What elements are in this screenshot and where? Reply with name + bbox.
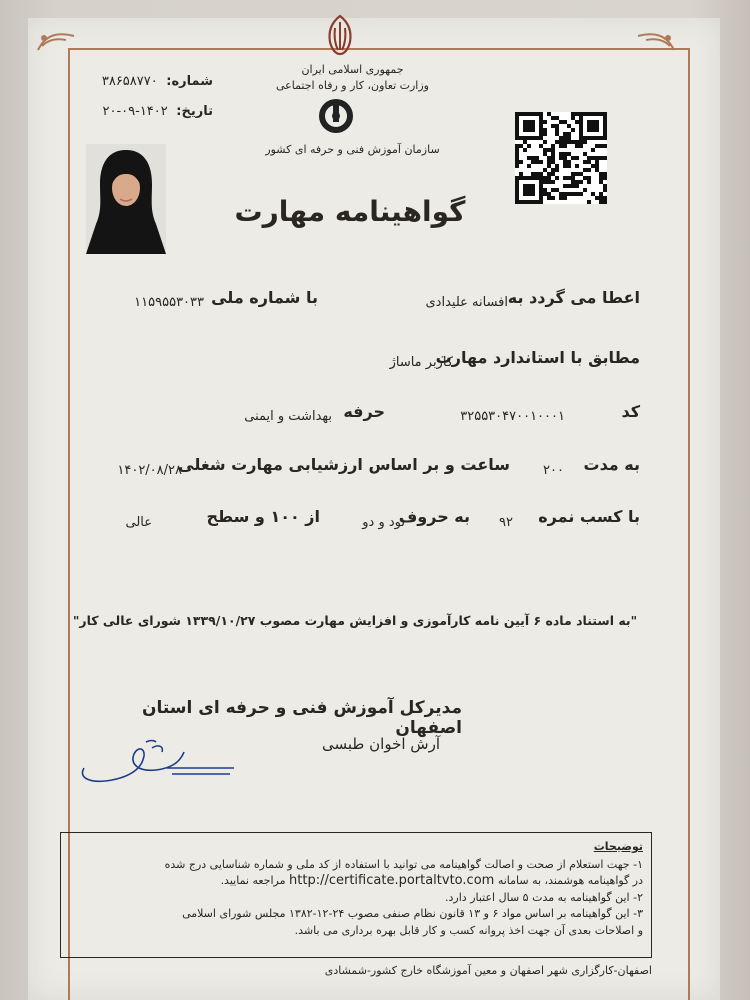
level-label: از ۱۰۰ و سطح xyxy=(206,507,320,526)
evaluation-date: ۱۴۰۲/۰۸/۲۸ xyxy=(117,463,182,478)
level-value: عالی xyxy=(125,515,152,530)
corner-ornament-icon xyxy=(636,30,676,52)
number-label: شماره: xyxy=(166,74,213,89)
ministry-name: وزارت تعاون، کار و رفاه اجتماعی xyxy=(275,79,429,92)
profession-value: بهداشت و ایمنی xyxy=(244,409,332,424)
profession-label: حرفه xyxy=(343,402,385,421)
holder-photo xyxy=(86,144,166,254)
duration-hours: ۲۰۰ xyxy=(543,463,564,478)
national-id-value: ۱۱۵۹۵۵۳۰۳۳ xyxy=(134,295,204,310)
awarded-label: اعطا می گردد به xyxy=(507,288,640,307)
date-label: تاریخ: xyxy=(176,104,213,119)
standard-value: کاربر ماساژ xyxy=(389,355,453,370)
duration-text: ساعت و بر اساس ارزشیابی مهارت شغلی xyxy=(178,455,510,474)
certificate-number xyxy=(102,74,213,89)
date-value: ۱۴۰۲-۰۹-۲۰ xyxy=(102,104,168,119)
note-line xyxy=(69,873,643,890)
code-label: کد xyxy=(621,402,640,421)
certificate-url-link[interactable]: http://certificate.portaltvto.com xyxy=(289,873,495,888)
score-label: با کسب نمره xyxy=(538,507,640,526)
organization-name: سازمان آموزش فنی و حرفه ای کشور xyxy=(265,143,440,156)
number-value: ۳۸۶۵۸۷۷۰ xyxy=(101,74,158,89)
note-text: در گواهینامه هوشمند، به سامانه xyxy=(497,874,643,887)
government-header xyxy=(250,62,455,94)
letters-label: به حروف xyxy=(398,507,470,526)
code-value: ۳۲۵۵۳۰۴۷۰۰۱۰۰۰۱ xyxy=(460,409,565,424)
certificate-title: گواهینامه مهارت xyxy=(234,195,466,228)
footer-issuer: اصفهان-کارگزاری شهر اصفهان و معین آموزشگاه خارج کشور-شمشادی xyxy=(324,964,652,977)
qr-code xyxy=(515,112,607,204)
standard-label: مطابق با استاندارد مهارت xyxy=(435,348,640,367)
director-title: مدیرکل آموزش فنی و حرفه ای استان اصفهان xyxy=(141,698,462,738)
note-line: ۱- جهت استعلام از صحت و اصالت گواهینامه می توانید با استفاده از کد ملی و شماره شناسایی درج شده xyxy=(164,857,643,871)
national-id-label: با شماره ملی xyxy=(211,288,318,307)
note-text: مراجعه نمایید. xyxy=(220,874,286,887)
letters-value: نود و دو xyxy=(362,515,405,530)
certificate-date xyxy=(102,104,213,119)
note-line: ۳- این گواهینامه بر اساس مواد ۶ و ۱۳ قانون نظام صنفی مصوب ۲۴-۱۲-۱۳۸۲ مجلس شورای اسلامی xyxy=(182,907,643,920)
note-line: ۲- این گواهینامه به مدت ۵ سال اعتبار دارد. xyxy=(445,890,643,904)
signature-icon xyxy=(72,738,237,788)
score-value: ۹۲ xyxy=(499,515,513,530)
corner-ornament-icon xyxy=(36,30,76,52)
tvto-logo-icon xyxy=(316,96,356,136)
director-name: آرش اخوان طبسی xyxy=(322,735,440,753)
iran-emblem-icon xyxy=(320,12,360,58)
duration-label: به مدت xyxy=(583,455,640,474)
notes-title: توضیحات xyxy=(593,840,643,853)
holder-name: افسانه علیدادی xyxy=(425,295,508,310)
statute-reference: "به استناد ماده ۶ آیین نامه کارآموزی و افزایش مهارت مصوب ۱۳۳۹/۱۰/۲۷ شورای عالی کار" xyxy=(72,613,638,628)
note-line: و اصلاحات بعدی آن جهت اخذ پروانه کسب و کار قابل بهره برداری می باشد. xyxy=(294,923,643,937)
notes-box xyxy=(60,832,652,958)
country-name: جمهوری اسلامی ایران xyxy=(301,63,404,76)
